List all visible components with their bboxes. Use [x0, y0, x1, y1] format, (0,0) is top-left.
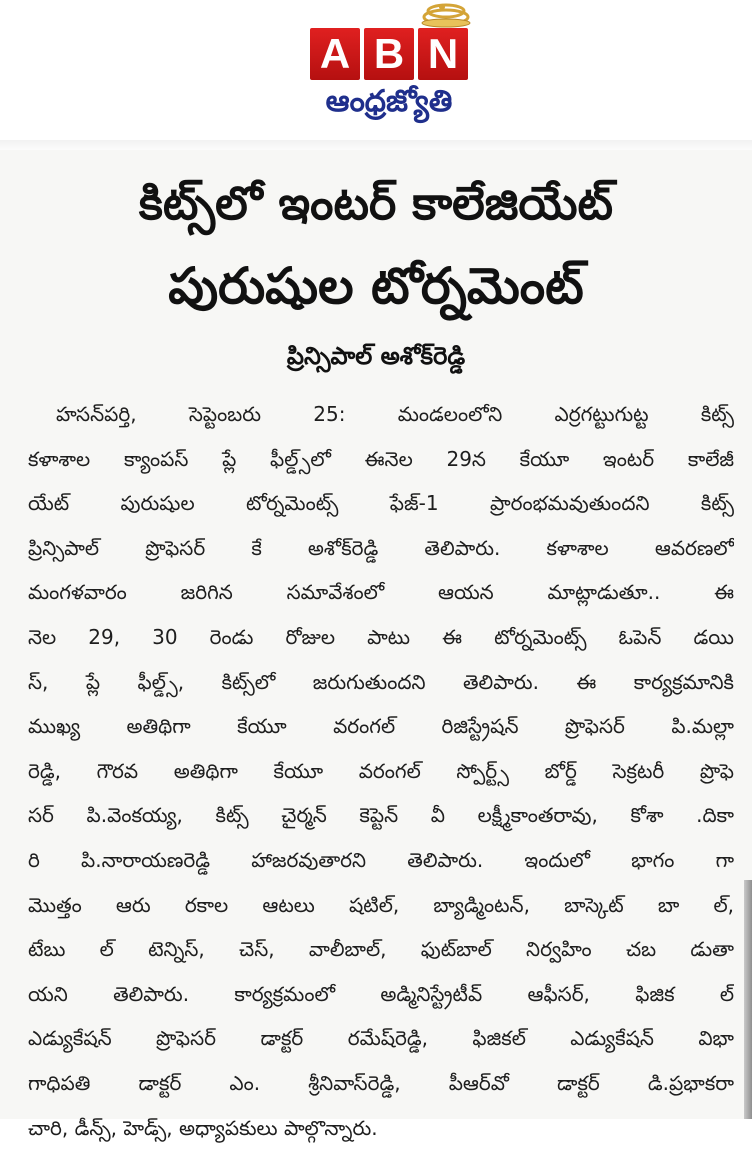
golden-bowl-icon [418, 2, 474, 28]
headline-line-2: పురుషుల టోర్నమెంట్ [10, 250, 742, 322]
body-line: రి పి.నారాయణరెడ్డి హాజరవుతారని తెలిపారు. ఇందులో భాగం గా [28, 838, 734, 883]
byline: ప్రిన్సిపాల్ అశోక్‌రెడ్డి [10, 336, 742, 376]
body-line: మంగళవారం జరిగిన సమావేశంలో ఆయన మాట్లాడుతూ.. ఈ [28, 570, 734, 615]
abn-logo [300, 0, 480, 135]
logo-letter-b: B [364, 28, 414, 80]
body-line: మొత్తం ఆరు రకాల ఆటలు షటిల్, బ్యాడ్మింటన్, బాస్కెట్ బా ల్, [28, 883, 734, 928]
logo-letter-n: N [418, 28, 468, 80]
newspaper-name: ఆంధ్రజ్యోతి [304, 82, 474, 122]
body-line: రెడ్డి, గౌరవ అతిథిగా కేయూ వరంగల్ స్పోర్ట్స్ బోర్డ్ సెక్రటరీ ప్రొఫె [28, 749, 734, 794]
body-line: సర్ పి.వెంకయ్య, కిట్స్ చైర్మన్ కెప్టెన్ వీ లక్ష్మీకాంతరావు, కోశా .దికా [28, 793, 734, 838]
masthead [0, 0, 752, 140]
body-line: హసన్‌పర్తి, సెప్టెంబరు 25: మండలంలోని ఎర్రగట్టుగుట్ట కిట్స్ [28, 392, 734, 437]
body-line: నెల 29, 30 రెండు రోజుల పాటు ఈ టోర్నమెంట్స్ ఓపెన్ డయి [28, 615, 734, 660]
page-edge-shadow [744, 880, 752, 1119]
header-divider [0, 140, 752, 150]
body-line: ఎడ్యుకేషన్ ప్రొఫెసర్ డాక్టర్ రమేష్‌రెడ్డి, ఫిజికల్ ఎడ్యుకేషన్ విభా [28, 1016, 734, 1061]
body-line: స్, ప్లే ఫీల్డ్స్, కిట్స్‌లో జరుగుతుందని తెలిపారు. ఈ కార్యక్రమానికి [28, 660, 734, 705]
headline-line-1: కిట్స్‌లో ఇంటర్ కాలేజియేట్ [10, 170, 742, 236]
body-line: చారి, డీన్స్, హెడ్స్, అధ్యాపకులు పాల్గొన్నారు. [28, 1106, 734, 1150]
body-line: టేబు ల్ టెన్నిస్, చెస్, వాలీబాల్, ఫుట్‌బాల్ నిర్వహిం చబ డుతా [28, 927, 734, 972]
body-line: యని తెలిపారు. కార్యక్రమంలో అడ్మినిస్ట్రేటీవ్ ఆఫీసర్, ఫిజిక ల్ [28, 972, 734, 1017]
article-body [28, 392, 734, 1150]
body-line: గాధిపతి డాక్టర్ ఎం. శ్రీనివాస్‌రెడ్డి, పీఆర్‌వో డాక్టర్ డి.ప్రభాకరా [28, 1061, 734, 1106]
body-line: ప్రిన్సిపాల్ ప్రొఫెసర్ కే అశోక్‌రెడ్డి తెలిపారు. కళాశాల ఆవరణలో [28, 526, 734, 571]
logo-letters [310, 28, 468, 80]
logo-letter-a: A [310, 28, 360, 80]
body-line: కళాశాల క్యాంపస్ ప్లే ఫీల్డ్స్‌లో ఈనెల 29న కేయూ ఇంటర్ కాలేజీ [28, 437, 734, 482]
body-line: ముఖ్య అతిథిగా కేయూ వరంగల్ రిజిస్ట్రేషన్ ప్రొఫెసర్ పి.మల్లా [28, 704, 734, 749]
body-line: యేట్ పురుషుల టోర్నమెంట్స్ ఫేజ్-1 ప్రారంభమవుతుందని కిట్స్ [28, 481, 734, 526]
